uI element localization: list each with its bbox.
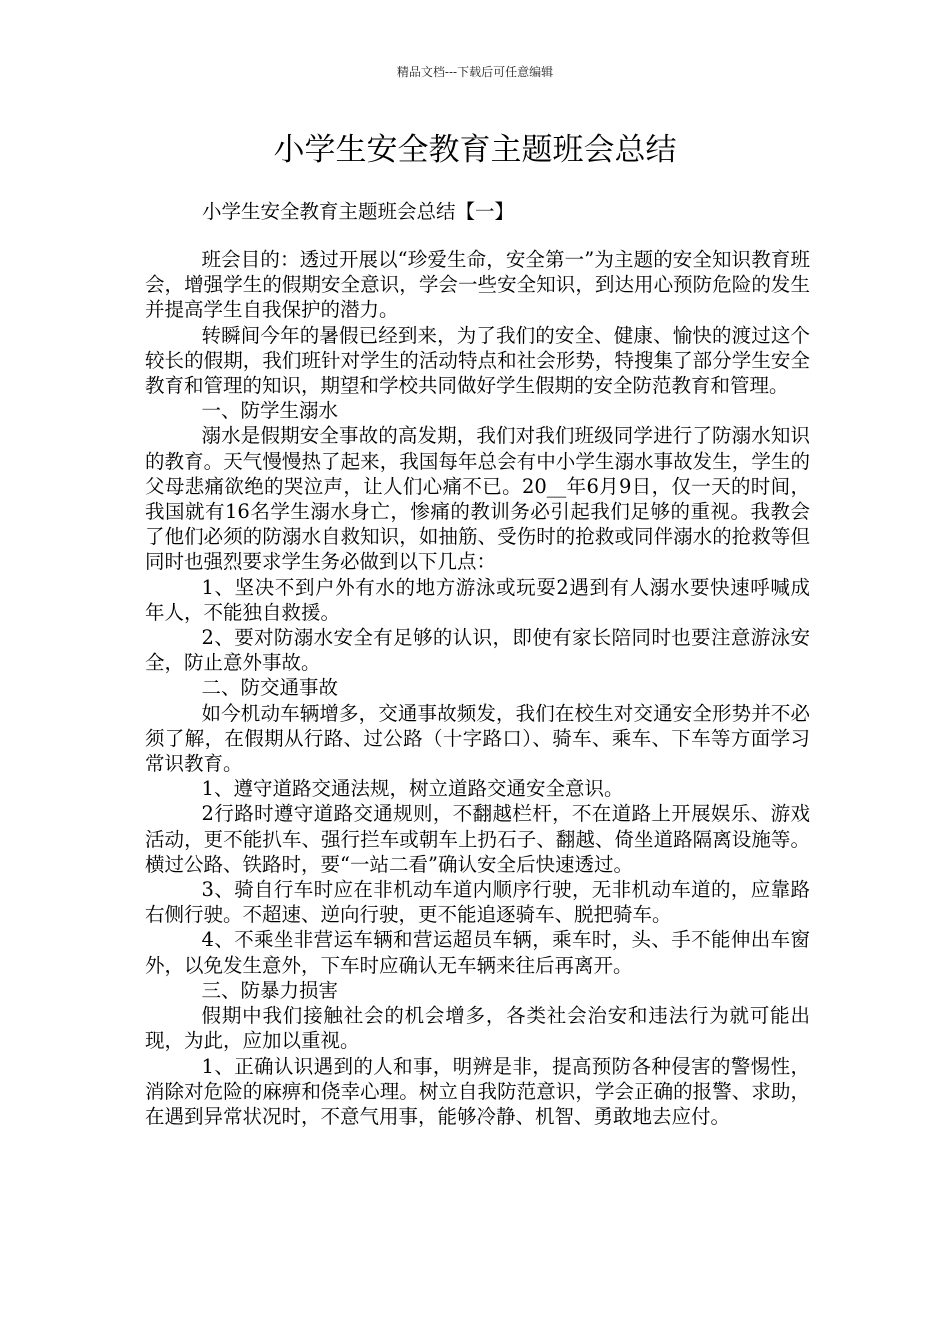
list-item: 1、正确认识遇到的人和事，明辨是非，提高预防各种侵害的警惕性，消除对危险的麻痹和侥幸心理。树立自我防范意识，学会正确的报警、求助，在遇到异常状况时，不意气用事，能够冷静、机智、勇敢地去应付。 <box>145 1054 810 1128</box>
section-subtitle: 小学生安全教育主题班会总结【一】 <box>202 200 515 223</box>
section-heading: 二、防交通事故 <box>201 676 339 700</box>
paragraph: 假期中我们接触社会的机会增多，各类社会治安和违法行为就可能出现，为此，应加以重视。 <box>145 1004 810 1053</box>
paragraph: 转瞬间今年的暑假已经到来，为了我们的安全、健康、愉快的渡过这个较长的假期，我们班针对学生的活动特点和社会形势，特搜集了部分学生安全教育和管理的知识，期望和学校共同做好学生假期的安全防范教育和管理。 <box>145 323 810 398</box>
paragraph: 班会目的：透过开展以“珍爱生命，安全第一”为主题的安全知识教育班会，增强学生的假期安全意识，学会一些安全知识，到达用心预防危险的发生并提高学生自我保护的潜力。 <box>145 248 810 322</box>
section-heading: 三、防暴力损害 <box>201 978 339 1002</box>
page-header: 精品文档---下载后可任意编辑 <box>396 65 554 79</box>
list-item: 4、不乘坐非营运车辆和营运超员车辆，乘车时，头、手不能伸出车窗外，以免发生意外，下车时应确认无车辆来往后再离开。 <box>145 928 810 977</box>
list-item: 2、要对防溺水安全有足够的认识，即使有家长陪同时也要注意游泳安全，防止意外事故。 <box>145 626 810 675</box>
paragraph: 如今机动车辆增多，交通事故频发，我们在校生对交通安全形势并不必须了解，在假期从行路、过公路（十字路口）、骑车、乘车、下车等方面学习常识教育。 <box>145 701 810 776</box>
document-body <box>145 247 810 1129</box>
list-item: 1、坚决不到户外有水的地方游泳或玩耍2遇到有人溺水要快速呼喊成年人，不能独自救援。 <box>145 575 810 624</box>
section-heading: 一、防学生溺水 <box>201 399 339 423</box>
document-title: 小学生安全教育主题班会总结 <box>273 132 677 168</box>
list-item: 1、遵守道路交通法规，树立道路交通安全意识。 <box>201 777 624 801</box>
paragraph: 溺水是假期安全事故的高发期，我们对我们班级同学进行了防溺水知识的教育。天气慢慢热了起来，我国每年总会有中小学生溺水事故发生，学生的父母悲痛欲绝的哭泣声，让人们心痛不已。20__年6月9日，仅一天的时间，我国就有16名学生溺水身亡，惨痛的教训务必引起我们足够的重视。我教会了他们必须的防溺水自救知识，如抽筋、受伤时的抢救或同伴溺水的抢救等但同时也强烈要求学生务必做到以下几点： <box>145 424 810 574</box>
list-item: 3、骑自行车时应在非机动车道内顺序行驶，无非机动车道的，应靠路右侧行驶。不超速、逆向行驶，更不能追逐骑车、脱把骑车。 <box>145 878 810 927</box>
list-item: 2行路时遵守道路交通规则，不翻越栏杆，不在道路上开展娱乐、游戏活动，更不能扒车、强行拦车或朝车上扔石子、翻越、倚坐道路隔离设施等。横过公路、铁路时，要“一站二看”确认安全后快速透过。 <box>145 802 810 876</box>
